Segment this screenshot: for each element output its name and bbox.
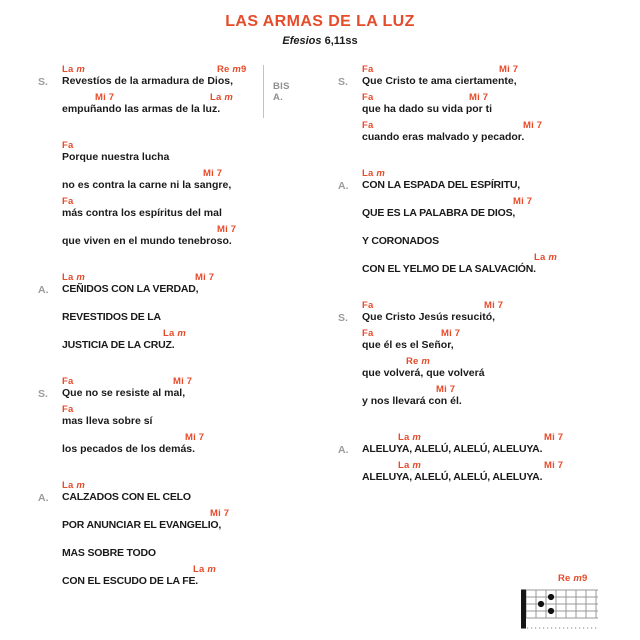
chord-label: Mi 7: [544, 460, 564, 471]
chord-label: Fa: [62, 404, 74, 415]
chord-line: [362, 62, 602, 75]
lyric-line: REVESTIDOS DE LA: [62, 311, 161, 323]
verse-stanza: [62, 138, 302, 250]
stanza-label: S.: [338, 312, 348, 324]
assembly-stanza: [338, 430, 602, 486]
chord-line: [62, 270, 302, 283]
chord-label: Fa: [362, 120, 374, 131]
lyric-line: CON EL ESCUDO DE LA FE.: [62, 575, 198, 587]
lyric-line: Porque nuestra lucha: [62, 151, 170, 163]
chord-label: La m: [210, 92, 233, 103]
finger-dot: [548, 594, 554, 600]
subtitle-reference: 6,11ss: [324, 35, 358, 47]
lyric-line: MAS SOBRE TODO: [62, 547, 156, 559]
chord-label: Mi 7: [203, 168, 223, 179]
chord-line: [362, 166, 602, 179]
lyric-line: que volverá, que volverá: [362, 367, 485, 379]
chord-line: [62, 298, 302, 311]
chord-label: La m: [398, 432, 421, 443]
chord-label: Fa: [362, 300, 374, 311]
chord-line: [62, 138, 302, 151]
nut-bar: [521, 590, 526, 629]
chord-label: La m: [163, 328, 186, 339]
verse-stanza: [38, 62, 302, 118]
chord-line: [62, 402, 302, 415]
chord-line: [62, 534, 302, 547]
lyric-line: QUE ES LA PALABRA DE DIOS,: [362, 207, 516, 219]
chord-line: [362, 194, 602, 207]
chord-line: [62, 222, 302, 235]
lyric-line: no es contra la carne ni la sangre,: [62, 179, 232, 191]
finger-dot: [538, 601, 544, 607]
stanza-label: A.: [38, 284, 49, 296]
right-column: [338, 62, 602, 506]
chord-label: Fa: [62, 376, 74, 387]
stanza-label: A.: [338, 444, 349, 456]
lyric-line: Que Cristo Jesús resucitó,: [362, 311, 496, 323]
chord-label: Mi 7: [544, 432, 564, 443]
chord-line: [362, 118, 602, 131]
stanza-label: A.: [38, 492, 49, 504]
chord-diagram-label: Re m9: [558, 573, 588, 584]
chord-line: [362, 90, 602, 103]
chord-line: [62, 326, 302, 339]
song-subtitle: [0, 35, 640, 47]
lyric-line: que ha dado su vida por ti: [362, 103, 493, 115]
song-title: LAS ARMAS DE LA LUZ: [225, 13, 415, 30]
chord-label: La m: [193, 564, 216, 575]
verse-stanza: [38, 374, 302, 458]
lyric-line: cuando eras malvado y pecador.: [362, 131, 525, 143]
chord-line: [62, 194, 302, 207]
stanza-label: A.: [338, 180, 349, 192]
finger-dot: [548, 608, 554, 614]
chord-label: Re m: [406, 356, 431, 367]
lyric-line: más contra los espíritus del mal: [62, 207, 222, 219]
chord-label: Mi 7: [217, 224, 237, 235]
chord-label: La m: [62, 480, 85, 491]
chord-line: [62, 374, 302, 387]
bis-label: BIS A.: [273, 80, 290, 103]
chord-label: Mi 7: [513, 196, 533, 207]
chord-line: [362, 222, 602, 235]
chord-line: [362, 430, 602, 443]
lyric-line: Y CORONADOS: [362, 235, 439, 247]
fretboard-grid-icon: [521, 588, 603, 634]
chord-label: Mi 7: [484, 300, 504, 311]
chord-label: Fa: [362, 64, 374, 75]
chord-label: La m: [534, 252, 557, 263]
chord-line: [62, 478, 302, 491]
chord-label: Mi 7: [210, 508, 230, 519]
lyric-line: mas lleva sobre sí: [62, 415, 153, 427]
chord-label: Mi 7: [441, 328, 461, 339]
chord-label: Mi 7: [173, 376, 193, 387]
lyric-line: CON LA ESPADA DEL ESPÍRITU,: [362, 179, 520, 191]
assembly-stanza: [38, 478, 302, 590]
stanza-label: S.: [38, 388, 48, 400]
lyric-line: y nos llevará con él.: [362, 395, 462, 407]
bis-marker: [263, 65, 302, 118]
chord-line: [362, 326, 602, 339]
subtitle-book: Efesios: [282, 35, 322, 47]
chord-line: [62, 430, 302, 443]
chord-label: Mi 7: [185, 432, 205, 443]
lyric-line: empuñando las armas de la luz.: [62, 103, 221, 115]
lyric-line: CEÑIDOS CON LA VERDAD,: [62, 283, 199, 295]
lyric-line: que él es el Señor,: [362, 339, 454, 351]
stanza-label: S.: [38, 76, 48, 88]
chord-label: Fa: [62, 196, 74, 207]
lyric-line: JUSTICIA DE LA CRUZ.: [62, 339, 175, 351]
chord-label: Re m9: [217, 64, 247, 75]
chord-label: Fa: [362, 328, 374, 339]
lyric-line: ALELUYA, ALELÚ, ALELÚ, ALELUYA.: [362, 471, 543, 483]
chord-line: [362, 298, 602, 311]
stanza-label: S.: [338, 76, 348, 88]
chord-label: Fa: [62, 140, 74, 151]
chord-line: [62, 562, 302, 575]
chord-line: [362, 458, 602, 471]
lyric-line: ALELUYA, ALELÚ, ALELÚ, ALELUYA.: [362, 443, 543, 455]
lyric-line: que viven en el mundo tenebroso.: [62, 235, 232, 247]
chord-label: La m: [62, 64, 85, 75]
chord-line: [362, 250, 602, 263]
chord-label: Mi 7: [469, 92, 489, 103]
chord-diagram: [521, 573, 603, 635]
chord-label: La m: [62, 272, 85, 283]
chord-line: [62, 166, 302, 179]
lyric-line: POR ANUNCIAR EL EVANGELIO,: [62, 519, 222, 531]
lyric-line: Que Cristo te ama ciertamente,: [362, 75, 517, 87]
chord-label: La m: [362, 168, 385, 179]
chord-line: [362, 354, 602, 367]
chord-label: Fa: [362, 92, 374, 103]
chord-line: [362, 382, 602, 395]
lyric-line: Que no se resiste al mal,: [62, 387, 186, 399]
chord-label: Mi 7: [95, 92, 115, 103]
assembly-stanza: [38, 270, 302, 354]
chord-line: [62, 506, 302, 519]
chord-label: Mi 7: [523, 120, 543, 131]
lyric-line: Revestíos de la armadura de Dios,: [62, 75, 233, 87]
verse-stanza: [338, 62, 602, 146]
lyric-line: CALZADOS CON EL CELO: [62, 491, 191, 503]
verse-stanza: [338, 298, 602, 410]
chord-label: Mi 7: [195, 272, 215, 283]
lyric-line: CON EL YELMO DE LA SALVACIÓN.: [362, 263, 536, 275]
chord-label: Mi 7: [436, 384, 456, 395]
chord-label: Mi 7: [499, 64, 519, 75]
lyric-line: los pecados de los demás.: [62, 443, 196, 455]
chord-label: La m: [398, 460, 421, 471]
assembly-stanza: [338, 166, 602, 278]
left-column: [38, 62, 302, 610]
